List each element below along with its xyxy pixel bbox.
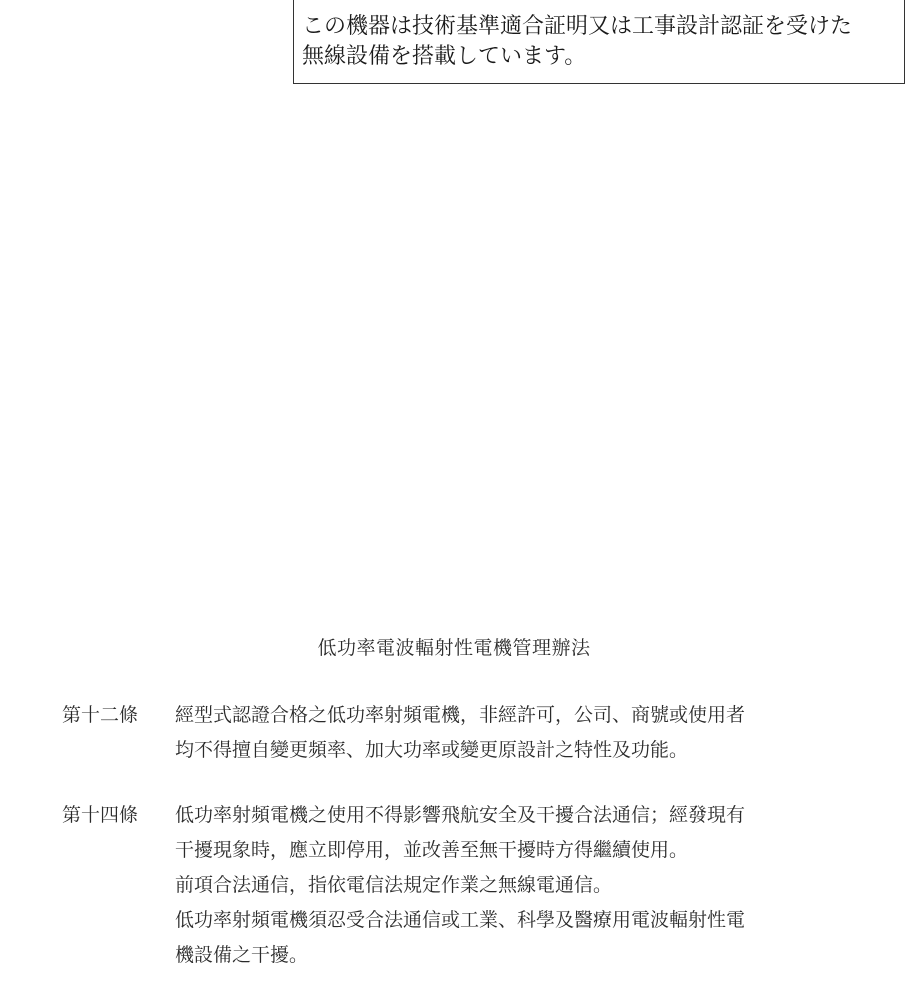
article-14 bbox=[62, 798, 862, 978]
article-14-label: 第十四條 bbox=[62, 804, 139, 826]
taiwan-regulation-title: 低功率電波輻射性電機管理辦法 bbox=[317, 637, 591, 659]
article-14-line-1: 低功率射頻電機之使用不得影響飛航安全及干擾合法通信；經發現有 bbox=[175, 804, 746, 826]
article-14-line-5: 機設備之干擾。 bbox=[175, 944, 309, 966]
article-14-line-3: 前項合法通信，指依電信法規定作業之無線電通信。 bbox=[175, 874, 613, 896]
article-12-body bbox=[175, 698, 865, 768]
article-12-line-2: 均不得擅自變更頻率、加大功率或變更原設計之特性及功能。 bbox=[175, 739, 689, 761]
japan-notice-line-1: この機器は技術基準適合証明又は工事設計認証を受けた bbox=[302, 14, 853, 39]
article-12-line-1: 經型式認證合格之低功率射頻電機，非經許可，公司、商號或使用者 bbox=[175, 704, 746, 726]
article-12-label: 第十二條 bbox=[62, 704, 139, 726]
article-14-body bbox=[175, 798, 865, 973]
article-12 bbox=[62, 698, 862, 778]
article-14-line-4: 低功率射頻電機須忍受合法通信或工業、科學及醫療用電波輻射性電 bbox=[175, 909, 746, 931]
japan-certification-notice-box bbox=[293, 0, 905, 84]
article-14-line-2: 干擾現象時，應立即停用，並改善至無干擾時方得繼續使用。 bbox=[175, 839, 689, 861]
japan-notice-line-2: 無線設備を搭載しています。 bbox=[302, 44, 587, 69]
